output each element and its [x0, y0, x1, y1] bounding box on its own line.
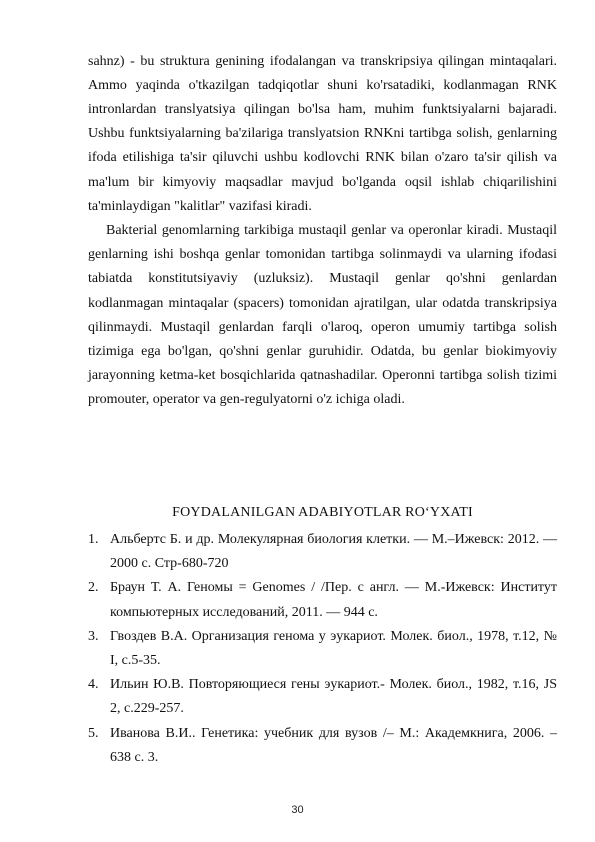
reference-text: Гвоздев В.А. Организация генома у эукариот. Молек. биол., 1978, т.12, № I, с.5-35. — [110, 628, 557, 669]
reference-number: 1. — [88, 532, 99, 547]
reference-item — [88, 625, 557, 673]
reference-text: Альбертс Б. и др. Молекулярная биология клетки. — М.–Ижевск: 2012. —2000 с. Стр-680-720 — [110, 532, 557, 572]
reference-text: Ильин Ю.В. Повторяющиеся гены эукариот.- Молек. биол., 1982, т.16, JS 2, с.229-257. — [110, 677, 557, 717]
references-heading: FOYDALANILGAN ADABIYOTLAR RO‘YXATI — [172, 505, 473, 520]
references-list — [88, 528, 557, 770]
paragraph-2: Bakterial genomlarning tarkibiga mustaqil genlar va operonlar kiradi. Mustaqil genlarning ishi boshqa genlar tomonidan tartibga solinmaydi va ularning ifodasi tabiatda konstitutsiyaviy (uzluksiz). Mustaqil genlar qo'shni genlardan kodlanmagan mintaqalar (spacers) tomonidan ajratilgan, ular odatda transkripsiya qilinmaydi. Mustaqil genlardan farqli o'laroq, operon umumiy tartibga solish tizimiga ega bo'lgan, qo'shni genlar guruhidir. Odatda, bu genlar biokimyoviy jarayonning ketma-ket bosqichlarida qatnashadilar. Operonni tartibga solish tizimi promouter, operator va gen-regulyatorni o'z ichiga oladi. — [88, 222, 557, 408]
reference-number: 5. — [88, 725, 99, 741]
paragraph-1: sahnz) - bu struktura genining ifodalangan va transkripsiya qilingan mintaqalari. Ammo yaqinda o'tkazilgan tadqiqotlar shuni ko'rsatadiki, kodlanmagan RNK intronlardan translyatsiya qilingan bo'lsa ham, muhim funktsiyalarni bajaradi. Ushbu funktsiyalarning ba'zilariga translyatsion RNKni tartibga solish, genlarning ifoda etilishiga ta'sir qiluvchi ushbu kodlovchi RNK bilan o'zaro ta'sir qilish va ma'lum bir kimyoviy maqsadlar mavjud bo'lganda oqsil ishlab chiqarilishini ta'minlaydigan "kalitlar" vazifasi kiradi. — [88, 53, 557, 214]
reference-item — [88, 528, 557, 576]
page-number: 30 — [291, 804, 304, 816]
reference-number: 4. — [88, 677, 99, 693]
reference-text: Браун Т. А. Геномы = Genomes / /Пер. с англ. — М.-Ижевск: Институт компьютерных исследований, 2011. — 944 с. — [110, 580, 557, 620]
reference-number: 3. — [88, 628, 99, 644]
reference-text: Иванова В.И.. Генетика: учебник для вузов /– М.: Академкнига, 2006. – 638 с. 3. — [110, 725, 557, 765]
reference-item — [88, 673, 557, 721]
body-text — [88, 50, 557, 413]
reference-number: 2. — [88, 580, 99, 596]
reference-item — [88, 722, 557, 770]
reference-item — [88, 576, 557, 624]
